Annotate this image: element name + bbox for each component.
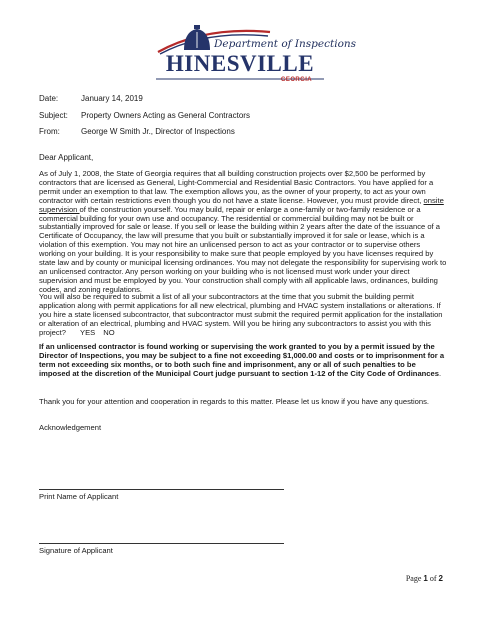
letterhead-logo bbox=[150, 24, 357, 86]
signature-label: Signature of Applicant bbox=[39, 546, 113, 555]
page-total: 2 bbox=[438, 574, 443, 583]
paragraph-subcontractors-text: You will also be required to submit a list of all your subcontractors at the time that you submit the building permit application along with permit applications for all new electrical, plumbing and HVAC system installations or alterations. If you hire a state licensed subcontractor, that subcontractor must submit the required permit application for the installation or alteration of an electrical, plumbing and HVAC system. Will you be hiring any subcontractors to assist you with this project? bbox=[39, 292, 443, 337]
no-option: NO bbox=[103, 327, 115, 337]
page-word: Page bbox=[405, 574, 422, 583]
memo-subject-row bbox=[39, 111, 250, 121]
onsite-supervision-underlined: onsite supervision bbox=[39, 195, 444, 214]
department-name: Department of Inspections bbox=[214, 38, 357, 50]
page-number bbox=[406, 574, 443, 583]
acknowledgement-heading: Acknowledgement bbox=[39, 423, 102, 432]
paragraph-exemption bbox=[39, 170, 447, 295]
from-label: From: bbox=[39, 127, 60, 136]
memo-from-row bbox=[39, 127, 235, 137]
state-name: GEORGIA bbox=[280, 77, 312, 83]
date-label: Date: bbox=[39, 94, 59, 103]
paragraph-thanks: Thank you for your attention and cooperation in regards to this matter. Please let us know if you have any questions. bbox=[39, 397, 430, 406]
memo-date-row bbox=[39, 94, 143, 104]
city-name: HINESVILLE bbox=[165, 51, 315, 76]
yes-option: YES bbox=[80, 327, 96, 337]
subject-label: Subject: bbox=[39, 111, 68, 120]
signature-line bbox=[39, 543, 284, 544]
penalty-bold-text: If an unlicensed contractor is found working or supervising the work granted to you by a permit issued by the Director of Inspections, you may be subject to a fine not exceeding $1,000.00 and costs or to imprisonment for a term not exceeding six months, or to both such fine and imprisonment, any or all of such penalties to be imposed at the discretion of the Municipal Court judge pursuant to section 1-12 of the City Code of Ordinances bbox=[39, 342, 445, 378]
of-word: of bbox=[429, 574, 437, 583]
salutation: Dear Applicant, bbox=[39, 153, 94, 162]
paragraph-penalty bbox=[39, 343, 447, 379]
print-name-label: Print Name of Applicant bbox=[39, 492, 119, 501]
date-value: January 14, 2019 bbox=[81, 94, 143, 103]
from-value: George W Smith Jr., Director of Inspections bbox=[81, 127, 235, 136]
subject-value: Property Owners Acting as General Contractors bbox=[81, 111, 250, 120]
penalty-period: . bbox=[438, 368, 442, 378]
page-current: 1 bbox=[423, 574, 428, 583]
paragraph-subcontractors bbox=[39, 293, 447, 338]
paragraph-exemption-text-a: As of July 1, 2008, the State of Georgia requires that all building construction projects over $2,500 be performed by contractors that are licensed as General, Light-Commercial and Residential Basic Contractors. You have applied for a permit under an exemption to that law. The exemption allows you, as the owner of your property, to act as your own contractor with certain restrictions even though you do not have a state license. However, you must provide direct, bbox=[39, 169, 434, 205]
paragraph-exemption-text-b: of the construction yourself. You may build, repair or enlarge a one-family or two-family residence or a commercial building for your own use and occupancy. The residential or commercial building may not be built or substantially improved for sale or lease. If you sell or lease the building within 2 years after the date of the issuance of a Certificate of Occupancy, the law will presume that you built or substantially improved it for sale or lease, which is a violation of this exemption. You may not hire an unlicensed person to act as your contractor or to supervise others working on your building. It is your responsibility to make sure that people employed by you have licenses required by state law and by county or municipal licensing ordinances. You may not delegate the responsibility for supervising work to an unlicensed contractor. Any person working on your building who is not licensed must work under your direct supervision and must be employed by you. Your construction shall comply with all applicable laws, ordinances, building codes, and zoning regulations. bbox=[39, 204, 447, 294]
print-name-line bbox=[39, 489, 284, 490]
